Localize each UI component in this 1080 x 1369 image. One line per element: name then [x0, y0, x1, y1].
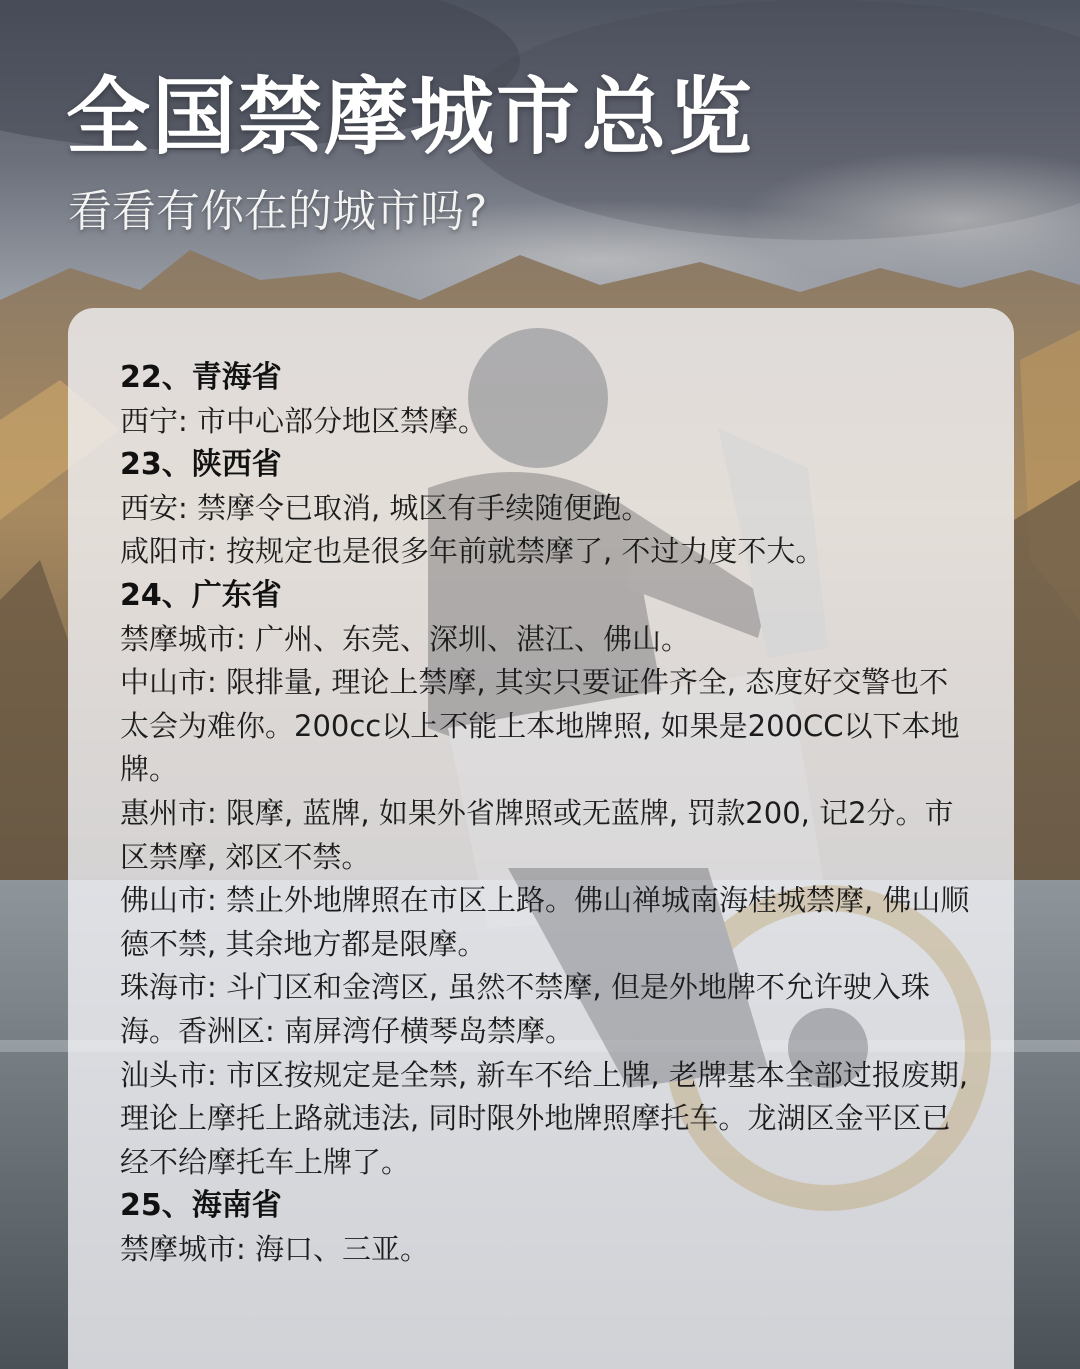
list-item: 珠海市: 斗门区和金湾区, 虽然不禁摩, 但是外地牌不允许驶入珠海。香洲区: 南屏湾仔横琴岛禁摩。: [120, 970, 930, 1048]
list-item: 佛山市: 禁止外地牌照在市区上路。佛山禅城南海桂城禁摩, 佛山顺德不禁, 其余地方都是限摩。: [120, 883, 970, 961]
section-heading-guangdong: 24、广东省: [120, 577, 282, 613]
section-heading-shaanxi: 23、陕西省: [120, 447, 282, 483]
list-item: 西安: 禁摩令已取消, 城区有手续随便跑。: [120, 490, 651, 525]
page-subtitle: 看看有你在的城市吗?: [68, 186, 488, 237]
section-heading-qinghai: 22、青海省: [120, 360, 282, 395]
list-item: 咸阳市: 按规定也是很多年前就禁摩了, 不过力度不大。: [120, 534, 825, 569]
list-item: 汕头市: 市区按规定是全禁, 新车不给上牌, 老牌基本全部过报废期, 理论上摩托上路就违法, 同时限外地牌照摩托车。龙湖区金平区已经不给摩托车上牌了。: [120, 1057, 969, 1179]
section-heading-hainan: 25、海南省: [120, 1188, 282, 1224]
list-item: 禁摩城市: 广州、东莞、深圳、湛江、佛山。: [120, 621, 690, 656]
list-item: 西宁: 市中心部分地区禁摩。: [120, 403, 487, 438]
list-item: 中山市: 限排量, 理论上禁摩, 其实只要证件齐全, 态度好交警也不太会为难你。200cc以上不能上本地牌照, 如果是200CC以下本地牌。: [120, 665, 960, 787]
content-card: [68, 308, 1014, 1369]
list-item: 禁摩城市: 海口、三亚。: [120, 1231, 429, 1266]
restriction-list: [120, 356, 970, 1271]
list-item: 惠州市: 限摩, 蓝牌, 如果外省牌照或无蓝牌, 罚款200, 记2分。市区禁摩, 郊区不禁。: [120, 795, 954, 874]
page-title: 全国禁摩城市总览: [66, 68, 755, 166]
